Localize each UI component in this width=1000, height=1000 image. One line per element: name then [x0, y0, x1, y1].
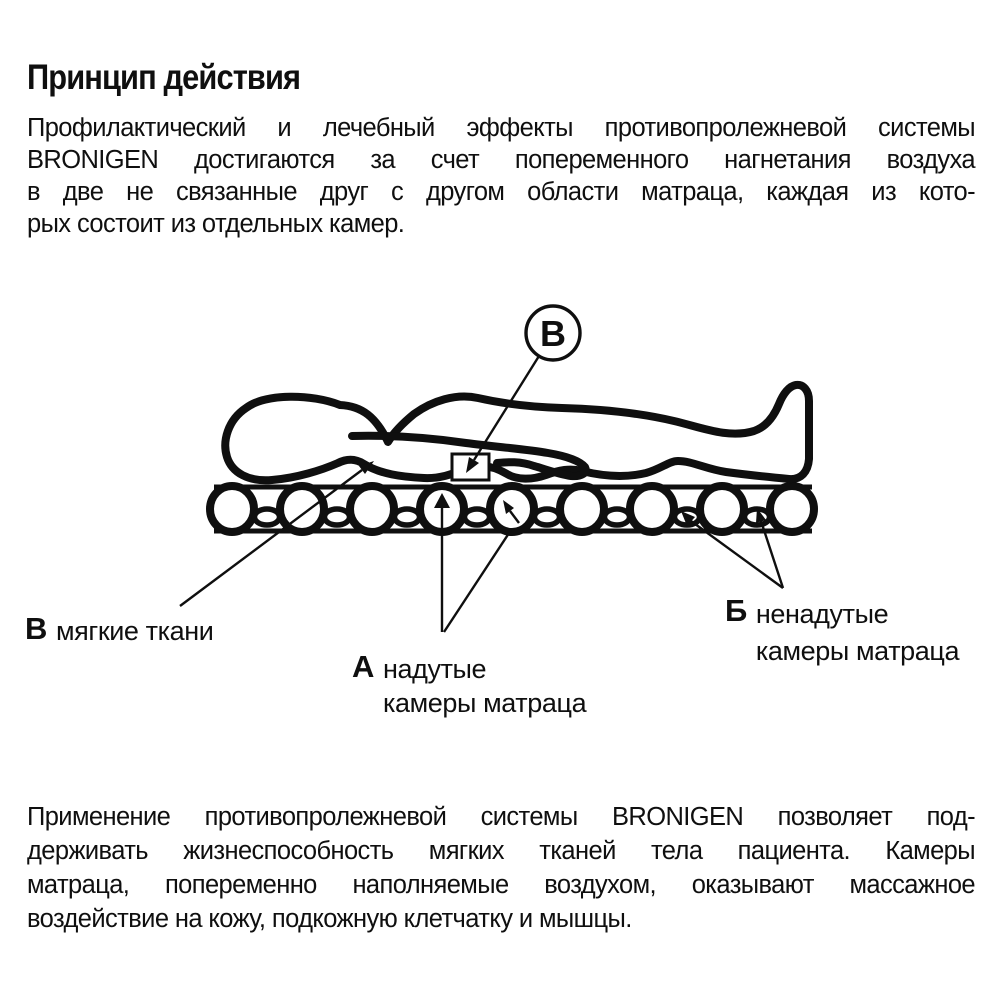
label-deflated-line1: ненадутые — [755, 599, 889, 629]
page-title: Принцип действия — [27, 58, 301, 97]
footer-paragraph — [27, 800, 975, 936]
text-line: BRONIGEN достигаются за счет попеременного нагнетания воздуха — [27, 146, 975, 174]
inflated-chamber — [630, 486, 674, 532]
inflated-chamber — [350, 486, 394, 532]
label-deflated-chambers — [725, 593, 960, 670]
label-soft-tissue-text: мягкие ткани — [56, 616, 214, 646]
deflated-chamber — [535, 509, 560, 525]
label-inflated-letter: А — [352, 649, 374, 684]
text-line: рых состоит из отдельных камер. — [27, 210, 405, 238]
leader-inflated-2 — [444, 530, 511, 632]
deflated-chamber — [395, 509, 420, 525]
label-inflated-chambers — [352, 649, 587, 720]
text-line: Применение противопролежневой системы BRONIGEN позволяет под- — [27, 803, 975, 831]
inflated-chamber — [560, 486, 604, 532]
deflated-chamber — [605, 509, 630, 525]
text-line: матраца, попеременно наполняемые воздухом, оказывают массажное — [27, 871, 975, 899]
inflated-chamber — [210, 486, 254, 532]
inflated-chamber — [770, 486, 814, 532]
text-line: держивать жизнеспособность мягких тканей тела пациента. Камеры — [27, 837, 975, 865]
label-deflated-line2: камеры матраца — [755, 636, 960, 666]
text-line: воздействие на кожу, подкожную клетчатку и мышцы. — [27, 905, 632, 933]
label-inflated-line2: камеры матраца — [383, 688, 587, 718]
text-line: Профилактический и лечебный эффекты противопролежневой системы — [27, 114, 975, 142]
label-inflated-line1: надутые — [383, 654, 487, 684]
text-line: в две не связанные друг с другом области матраца, каждая из кото- — [27, 178, 975, 206]
deflated-chamber — [325, 509, 350, 525]
label-soft-tissue-letter: В — [25, 611, 47, 646]
leader-soft-tissue — [180, 470, 362, 606]
inflated-chamber — [700, 486, 744, 532]
callout-leaders — [180, 306, 783, 632]
deflated-chamber — [465, 509, 490, 525]
label-deflated-letter: Б — [725, 593, 747, 628]
deflated-chamber — [255, 509, 280, 525]
label-soft-tissue — [25, 611, 214, 648]
callout-circle-letter: В — [540, 313, 566, 354]
